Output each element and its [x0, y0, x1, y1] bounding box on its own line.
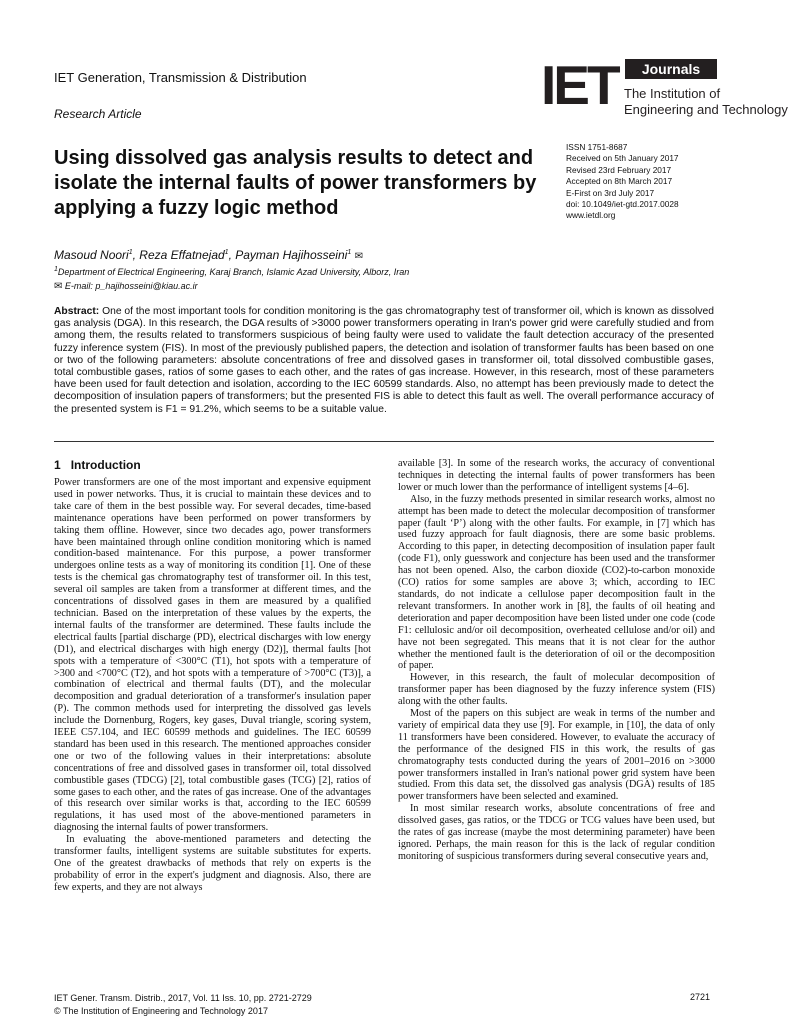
paper-title: Using dissolved gas analysis results to detect and isolate the internal faults of power transformers by applying a fuzzy logic method — [54, 147, 537, 219]
revised-date: Revised 23rd February 2017 — [566, 164, 672, 175]
affiliation-mark: 1 — [224, 249, 229, 256]
paragraph: In most similar research works, absolute concentrations of free and dissolved gases, gas ratios, or the TDCG or TCG values have been used, but the rates of gas increase (maybe the most determining parameter) have been ignored. Perhaps, the main reason for this is the lack of regular condition monitoring of suspicious transformers during several consecutive years and, — [398, 803, 715, 862]
affiliation — [54, 266, 409, 277]
paragraph: Also, in the fuzzy methods presented in similar research works, almost no attempt has been made to detect the molecular decomposition of transformer paper (fault ‘P’) along with the other faults. For example, in [7] which has used fuzzy approach for fault diagnosis, there are some basic problems. According to this paper, in detecting decomposition of insulation paper fault (code F1), only guesswork and conjecture has been used and the transformer has not been opened. Also, the carbon dioxide (CO2)-to-carbon monoxide (CO) ratios for some samples are above 3; which, according to IEC standards, do not indicate a cellulose paper decomposition fault in the relevant transformers. In another work in [8], the faults of oil heating and deterioration and paper decomposition have been listed under one code (code F1: cellulosic and/or oil decomposition, overheated cellulose and/or oil) and have not been segregated. This means that it is not clear for the author whether the mentioned fault is the deterioration of oil or the decomposition of paper. — [398, 493, 715, 672]
author-name: Masoud Noori — [54, 248, 129, 262]
paragraph: Power transformers are one of the most important and expensive equipment used in power networks. Thus, it is crucial to maintain these devices and to take care of them in the best possible way. For several decades, time-based maintenance operations have been performed on power transformers by taking them offline. However, since two decades ago, power transformers have been maintained through online condition monitoring which is named condition-based maintenance. For this purpose, a power transformer undergoes online tests as a way of monitoring its condition [1]. One of these tests is the chemical gas chromatography test of transformer oil. In this test, several oil samples are taken from a transformer at different times, and the concentrations of dissolved gases in them are measured by a qualified technician. Based on the interpretation of these values by the experts, the internal faults of the transformer are determined. These faults include the electrical faults [partial discharge (PD), electrical discharges with low energy (D1), and electrical discharges with high energy (D2)], thermal faults [hot spots with a temperature of <300°C (T1), hot spots with a temperature of >300 and <700°C (T2), and hot spots with a temperature of >700°C (T3)], a combination of electrical and thermal faults (DT), and the molecular decomposition and gradual deterioration of a transformer's insulation paper (P). The common methods used for interpreting the dissolved gas levels include the Dornenburg, Rogers, key gases, Duval triangle, scoring system, IEEE C57.104, and IEC 60599 methods and guidelines. The IEC 60599 standard has been used in this research. The mentioned approaches consider one or two of the following values in their interpretations: absolute concentrations of free and dissolved gases in transformer oil, total dissolved combustible gases (TDCG) [2], total combustible gases (TCG) [2], ratios of some gases to each other, and the rates of gas increase. One of the advantages of this research over similar works is that, according to the IEC 60599 regulations, it has used most of the above-mentioned parameters in diagnosing the internal faults of power transformers. — [54, 477, 371, 834]
abstract-text: One of the most important tools for condition monitoring is the gas chromatography test of transformer oil, which is known as dissolved gas analysis (DGA). In this research, the DGA results of >3000 power transformers operating in Iran's power grid were carefully studied and from among them, the results related to transformers suspicious of being faulty were used to validate the fault detection accuracy of the presented fuzzy inference system (FIS). In most of the previously published papers, the detection and isolation of transformer faults has been based on one or two of the following parameters: absolute concentrations of free and dissolved gases in transformer oil, total dissolved combustible gases, total combustible gases, ratios of some gases to each other, and the rates of gas increase. However, in this research, most of these parameters have been used for fault detection and isolation, according to the IEC 60599 standards. Also, no attempt has been previously made to detect the decomposition of insulation papers of transformers; but the presented FIS is able to detect this fault as well. The overall performance accuracy of the presented system is F1 = 91.2%, which seems to be a suitable value. — [54, 306, 714, 415]
logo-institution-line1: The Institution of — [624, 86, 721, 101]
doi[interactable]: doi: 10.1049/iet-gtd.2017.0028 — [566, 199, 679, 210]
affiliation-text: Department of Electrical Engineering, Karaj Branch, Islamic Azad University, Alborz, Iran — [57, 267, 410, 277]
journal-name: IET Generation, Transmission & Distribution — [54, 70, 307, 85]
page-footer — [54, 992, 312, 1018]
envelope-icon: ✉ — [354, 251, 363, 262]
paragraph: Most of the papers on this subject are weak in terms of the number and variety of empirical data they use [9]. For example, in [10], the data of only 11 transformers have been considered. However, to evaluate the accuracy of the performance of the designed FIS in this work, the results of gas chromatography tests conducted during the years of 2001–2016 on >3000 power transformers installed in Iran's national power grid system have been studied. From this data set, the dissolved gas analysis (DGA) results of 185 power transformers have been selected and examined. — [398, 708, 715, 803]
page-number: 2721 — [690, 992, 711, 1002]
efirst-date: E-First on 3rd July 2017 — [566, 187, 655, 198]
author-name: Reza Effatnejad — [139, 248, 225, 262]
article-type: Research Article — [54, 107, 142, 121]
abstract-label: Abstract: — [54, 306, 100, 317]
section-number: 1 — [54, 458, 61, 472]
paragraph: In evaluating the above-mentioned parameters and detecting the transformer faults, intelligent systems are suitable substitutes for experts. One of the greatest drawbacks of methods that rely on experts is the probability of error in the expert's judgment and diagnosis. Also, there are few experts, and they are not always — [54, 834, 371, 893]
logo-letters: IET — [541, 54, 618, 116]
paragraph: available [3]. In some of the research works, the accuracy of conventional techniques in detecting the internal faults of power transformers has been lower or much lower than the performance of intelligent systems [4–6]. — [398, 458, 715, 493]
corresponding-email — [54, 281, 198, 292]
body-column-left — [54, 458, 371, 894]
body-column-right — [398, 458, 715, 863]
accepted-date: Accepted on 8th March 2017 — [566, 176, 673, 187]
journals-badge: Journals — [625, 59, 717, 79]
affiliation-mark: 1 — [128, 249, 133, 256]
email-text[interactable]: E-mail: p_hajihosseini@kiau.ac.ir — [64, 281, 198, 291]
copyright: © The Institution of Engineering and Technology 2017 — [54, 1006, 268, 1016]
paragraph: However, in this research, the fault of molecular decomposition of transformer paper has been diagnosed by the fuzzy inference system (FIS) along with the other faults. — [398, 672, 715, 708]
envelope-icon: ✉ — [54, 281, 63, 292]
article-metadata — [566, 142, 736, 222]
journal-url[interactable]: www.ietdl.org — [566, 210, 616, 221]
received-date: Received on 5th January 2017 — [566, 153, 679, 164]
author-list: Masoud Noori$^1$, Reza Effatnejad$^1$, Payman Hajihosseini$^1$ ✉ — [54, 248, 363, 262]
affiliation-mark: 1 — [347, 249, 352, 256]
header-divider — [54, 441, 714, 442]
logo-institution-line2: Engineering and Technology — [624, 102, 788, 117]
section-title: Introduction — [70, 458, 141, 472]
author-name: Payman Hajihosseini — [235, 248, 348, 262]
affiliation-mark: 1 — [54, 266, 58, 273]
issn: ISSN 1751-8687 — [566, 142, 628, 152]
abstract — [54, 306, 714, 416]
citation: IET Gener. Transm. Distrib., 2017, Vol. 11 Iss. 10, pp. 2721-2729 — [54, 993, 312, 1003]
iet-journals-logo — [541, 54, 788, 120]
section-heading — [54, 458, 371, 472]
